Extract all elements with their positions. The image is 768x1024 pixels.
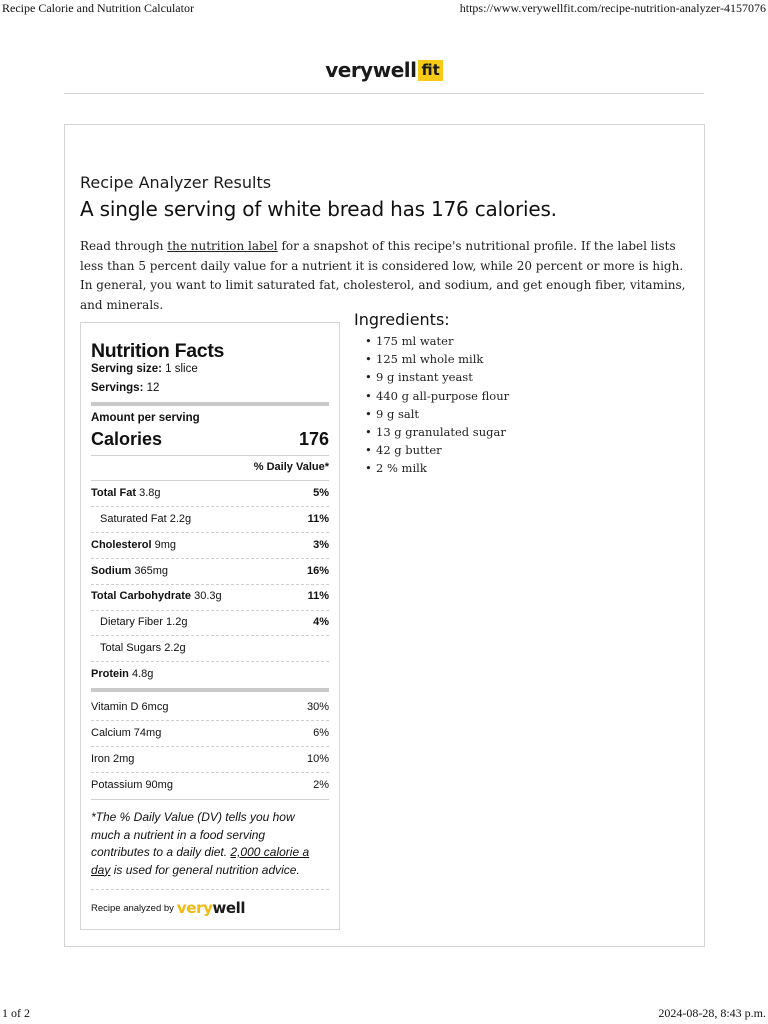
nutrient-name <box>91 753 134 765</box>
nutrient-name <box>91 727 161 739</box>
logo-fit-badge: fit <box>418 60 442 81</box>
nutrient-dv: 3% <box>313 539 329 551</box>
nutrient-label: Total Carbohydrate <box>91 590 192 602</box>
daily-value-header: % Daily Value* <box>253 461 329 473</box>
micronutrient-row-iron <box>91 753 329 769</box>
nf-dashed-divider <box>91 532 329 533</box>
nutrient-amount: 2.2g <box>169 513 192 525</box>
nutrient-label: Total Sugars <box>100 642 162 654</box>
nutrient-dv: 6% <box>313 727 329 739</box>
nutrient-amount: 4.8g <box>131 668 154 680</box>
ingredient-item: • 125 ml whole milk <box>365 350 509 368</box>
nf-dashed-divider <box>91 558 329 559</box>
nutrient-dv: 4% <box>313 616 329 628</box>
nutrient-amount: 1.2g <box>166 616 188 628</box>
nf-dashed-divider <box>91 720 329 721</box>
nutrient-name <box>100 642 186 654</box>
print-footer <box>0 1006 768 1024</box>
serving-size-label: Serving size: <box>91 363 162 375</box>
nutrient-name <box>100 616 187 628</box>
nutrient-row-total-carbohydrate <box>91 590 329 606</box>
nutrient-dv: 5% <box>313 487 329 499</box>
nf-dashed-divider <box>91 772 329 773</box>
results-card <box>64 124 705 947</box>
logo-well: well <box>212 899 246 917</box>
nf-dashed-divider <box>91 746 329 747</box>
nutrient-label: Vitamin D <box>91 701 139 713</box>
servings-label: Servings: <box>91 382 144 394</box>
ingredients-heading: Ingredients: <box>354 310 450 329</box>
daily-value-footnote <box>91 809 321 879</box>
nutrient-dv: 16% <box>306 565 329 577</box>
print-datetime: 2024-08-28, 8:43 p.m. <box>658 1006 766 1020</box>
ingredient-item: • 13 g granulated sugar <box>365 423 509 441</box>
nf-dashed-divider <box>91 889 329 890</box>
header-divider <box>64 93 704 94</box>
nutrition-facts-panel <box>80 322 340 930</box>
nutrient-amount: 6mcg <box>141 701 169 713</box>
servings-value: 12 <box>146 382 160 394</box>
nutrition-facts-title: Nutrition Facts <box>91 340 225 362</box>
nutrient-dv: 2% <box>313 779 329 791</box>
ingredients-list <box>365 332 509 478</box>
nutrient-label: Dietary Fiber <box>100 616 163 628</box>
calories-value: 176 <box>298 429 329 449</box>
analyzed-by-text: Recipe analyzed by <box>91 902 174 914</box>
nf-divider <box>91 799 329 800</box>
nutrient-dv: 11% <box>307 513 329 525</box>
print-page-title: Recipe Calorie and Nutrition Calculator <box>2 1 194 15</box>
nutrient-row-sodium <box>91 565 329 581</box>
nf-thick-bar <box>91 402 329 406</box>
intro-text-start: Read through <box>80 239 168 253</box>
intro-text-end: for a snapshot of this recipe's nutritional profile. If the label lists less than 5 percent daily value for a nutrient it is considered low, while 20 percent or more is high. In general, you want to limit saturated fat, cholesterol, and sodium, and get enough fiber, vitamins, and minerals. <box>80 239 686 312</box>
nutrient-dv: 10% <box>306 753 329 765</box>
nutrient-amount: 2mg <box>113 753 135 765</box>
nutrient-row-total-sugars <box>91 642 329 658</box>
amount-per-serving: Amount per serving <box>91 412 200 424</box>
nutrient-name <box>100 513 191 525</box>
results-intro <box>80 237 694 315</box>
nutrient-label: Sodium <box>91 565 132 577</box>
nutrient-amount: 90mg <box>145 779 173 791</box>
micronutrient-row-potassium <box>91 779 329 795</box>
nutrient-name <box>91 590 222 602</box>
nutrient-label: Total Fat <box>91 487 137 499</box>
micronutrient-row-calcium <box>91 727 329 743</box>
nutrient-label: Saturated Fat <box>100 513 167 525</box>
footnote-text-start: *The % Daily Value (DV) tells you how much a nutrient in a food serving contributes to a daily diet. <box>91 810 295 859</box>
nutrient-label: Potassium <box>91 779 143 791</box>
nutrient-name <box>91 668 153 680</box>
ingredient-item: • 42 g butter <box>365 441 509 459</box>
micronutrient-row-vitamin-d <box>91 701 329 717</box>
results-heading: Recipe Analyzer Results <box>80 173 272 192</box>
ingredient-item: • 2 % milk <box>365 459 509 477</box>
verywell-logo[interactable] <box>177 899 245 917</box>
nf-divider <box>91 480 329 481</box>
print-page-url: https://www.verywellfit.com/recipe-nutrition-analyzer-4157076 <box>459 1 766 15</box>
ingredient-item: • 440 g all-purpose flour <box>365 387 509 405</box>
nutrient-row-protein <box>91 668 329 684</box>
print-header <box>0 0 768 18</box>
logo-wordmark: verywell <box>325 58 417 82</box>
nutrition-label-link[interactable]: the nutrition label <box>167 239 278 253</box>
site-logo[interactable] <box>0 58 768 82</box>
nutrient-amount: 3.8g <box>139 487 161 499</box>
nutrient-row-total-fat <box>91 487 329 503</box>
nf-dashed-divider <box>91 506 329 507</box>
logo-very: very <box>176 899 213 917</box>
serving-size-value: 1 slice <box>165 363 198 375</box>
nf-dashed-divider <box>91 610 329 611</box>
nf-thick-bar <box>91 688 329 692</box>
nutrient-amount: 30.3g <box>194 590 222 602</box>
nutrient-label: Calcium <box>91 727 131 739</box>
nutrient-name <box>91 701 168 713</box>
nutrient-name <box>91 539 176 551</box>
nutrient-name <box>91 487 161 499</box>
nutrient-amount: 9mg <box>154 539 176 551</box>
nutrient-name <box>91 565 168 577</box>
nutrient-row-dietary-fiber <box>91 616 329 632</box>
servings <box>91 382 159 394</box>
nutrient-name <box>91 779 173 791</box>
footnote-text-end: is used for general nutrition advice. <box>110 862 300 877</box>
print-page-number: 1 of 2 <box>2 1006 30 1020</box>
nutrient-row-cholesterol <box>91 539 329 555</box>
serving-size <box>91 363 198 375</box>
nutrient-dv: 11% <box>307 590 329 602</box>
nutrient-label: Iron <box>91 753 110 765</box>
nf-dashed-divider <box>91 584 329 585</box>
nf-dashed-divider <box>91 635 329 636</box>
nutrient-amount: 365mg <box>134 565 169 577</box>
nutrient-label: Protein <box>91 668 129 680</box>
nf-divider <box>91 455 329 456</box>
nutrient-amount: 2.2g <box>164 642 186 654</box>
recipe-analyzed-by <box>91 899 245 917</box>
nutrient-label: Cholesterol <box>91 539 152 551</box>
ingredient-item: • 9 g instant yeast <box>365 368 509 386</box>
nutrient-row-saturated-fat <box>91 513 329 529</box>
calorie-a-day-link[interactable]: 2,000 calorie a day <box>91 845 310 877</box>
nutrient-dv: 30% <box>306 701 329 713</box>
nf-dashed-divider <box>91 661 329 662</box>
ingredient-item: • 9 g salt <box>365 405 509 423</box>
ingredient-item: • 175 ml water <box>365 332 509 350</box>
results-headline: A single serving of white bread has 176 calories. <box>80 197 557 221</box>
nutrient-amount: 74mg <box>133 727 162 739</box>
calories-label: Calories <box>91 429 163 449</box>
